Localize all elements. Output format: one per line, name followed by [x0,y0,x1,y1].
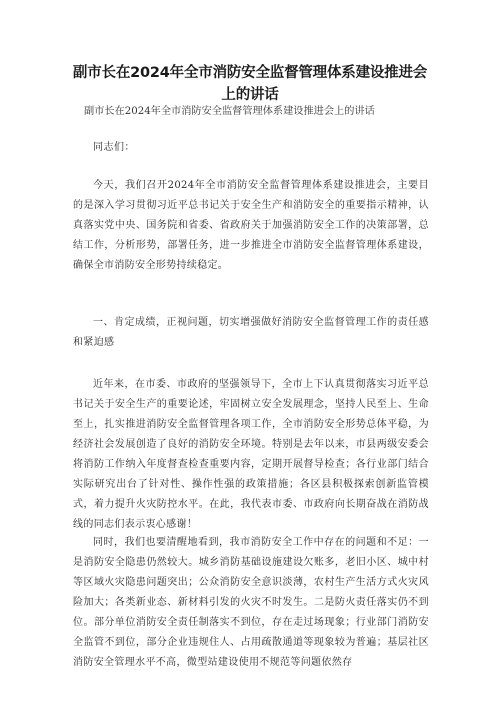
document-subtitle: 副市长在2024年全市消防安全监督管理体系建设推进会上的讲话 [84,106,375,117]
salutation: 同志们： [93,142,135,153]
section-heading-1: 一、肯定成绩，正视问题，切实增强做好消防安全监督管理工作的责任感和紧迫感 [73,317,429,348]
paragraph-opening: 今天，我们召开2024年全市消防安全监督管理体系建设推进会，主要目的是深入学习贯彻习近平总书记关于安全生产和消防安全的重要指示精神，认真落实党中央、国务院和省委、省政府关于加强消防安全工作的决策部署，总结工作，分析形势，部署任务，进一步推进全市消防安全监督管理体系建设，确保全市消防安全形势持续稳定。 [73,180,429,271]
paragraph-achievements: 近年来，在市委、市政府的坚强领导下，全市上下认真贯彻落实习近平总书记关于安全生产的重要论述，牢固树立安全发展理念，坚持人民至上、生命至上，扎实推进消防安全监督管理各项工作，全市消防安全形势总体平稳，为经济社会发展创造了良好的消防安全环境。特别是去年以来，市县两级安委会将消防工作纳入年度督查检查重要内容，定期开展督导检查；各行业部门结合实际研究出台了针对性、操作性强的政策措施；各区县积极探索创新监管模式，着力提升火灾防控水平。在此，我代表市委、市政府向长期奋战在消防战线的同志们表示衷心感谢！ [73,379,429,530]
paragraph-problems: 同时，我们也要清醒地看到，我市消防安全工作中存在的问题和不足：一是消防安全隐患仍然较大。城乡消防基础设施建设欠账多，老旧小区、城中村等区域火灾隐患问题突出；公众消防安全意识淡薄，农村生产生活方式火灾风险加大；各类新业态、新材料引发的火灾不时发生。二是防火责任落实仍不到位。部分单位消防安全责任制落实不到位，存在走过场现象；行业部门消防安全监管不到位，部分企业违规住人、占用疏散通道等现象较为普遍；基层社区消防安全管理水平不高，微型站建设使用不规范等问题依然存 [73,537,429,668]
document-title: 副市长在2024年全市消防安全监督管理体系建设推进会上的讲话 [72,65,428,103]
